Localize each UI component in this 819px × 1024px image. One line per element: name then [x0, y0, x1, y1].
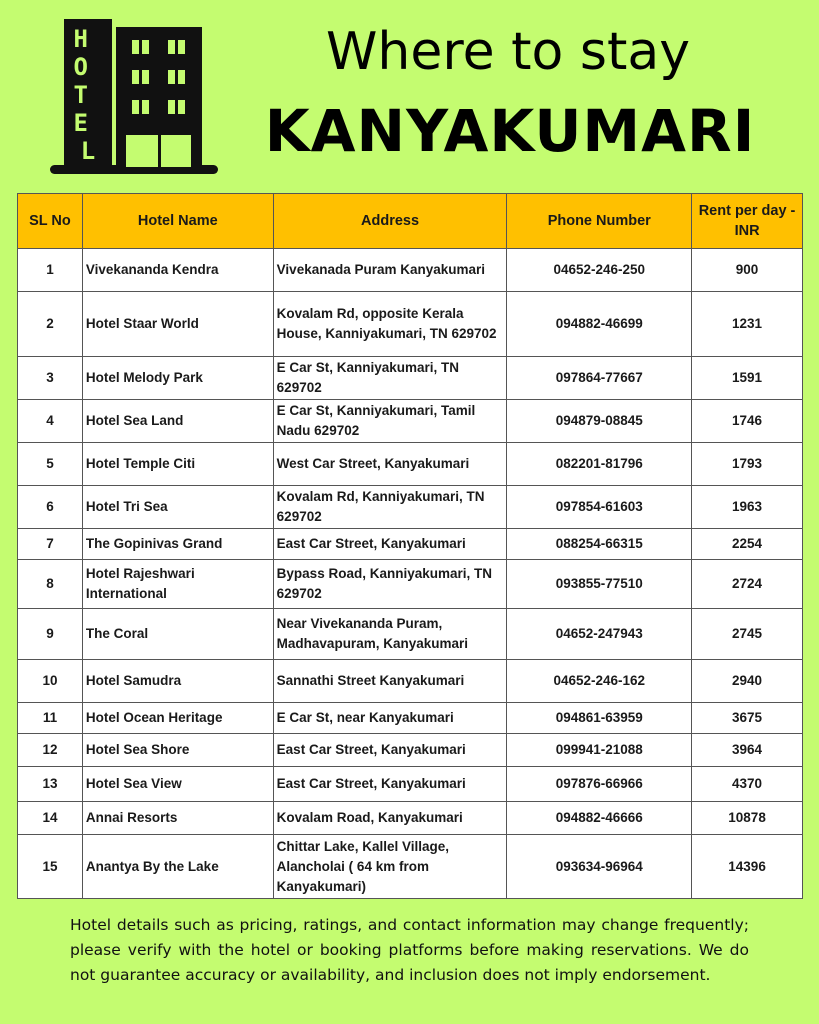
cell-sl-no: 1 — [18, 249, 83, 292]
cell-sl-no: 3 — [18, 357, 83, 400]
cell-rent: 2724 — [692, 560, 803, 609]
cell-phone-number: 04652-247943 — [507, 609, 692, 660]
cell-hotel-name: Hotel Ocean Heritage — [82, 703, 273, 734]
cell-rent: 900 — [692, 249, 803, 292]
cell-address: Kovalam Rd, opposite Kerala House, Kanniyakumari, TN 629702 — [273, 292, 507, 357]
table-row — [18, 560, 803, 609]
table-row — [18, 703, 803, 734]
table-row — [18, 802, 803, 835]
table-row — [18, 734, 803, 767]
cell-sl-no: 6 — [18, 486, 83, 529]
cell-sl-no: 2 — [18, 292, 83, 357]
cell-sl-no: 7 — [18, 529, 83, 560]
cell-sl-no: 12 — [18, 734, 83, 767]
cell-rent: 2940 — [692, 660, 803, 703]
table-header-row — [18, 194, 803, 249]
cell-sl-no: 4 — [18, 400, 83, 443]
disclaimer-text: Hotel details such as pricing, ratings, and contact information may change frequently; please verify with the hotel or booking platforms before making reservations. We do not guarantee accuracy or availability, and inclusion does not imply endorsement. — [70, 916, 749, 984]
cell-rent: 3964 — [692, 734, 803, 767]
cell-rent: 2745 — [692, 609, 803, 660]
hotel-building-icon — [48, 17, 220, 179]
cell-rent: 1231 — [692, 292, 803, 357]
cell-hotel-name: Hotel Staar World — [82, 292, 273, 357]
cell-phone-number: 094882-46666 — [507, 802, 692, 835]
cell-hotel-name: Hotel Melody Park — [82, 357, 273, 400]
page-title-line1: Where to stay — [326, 22, 690, 82]
cell-hotel-name: Hotel Rajeshwari International — [82, 560, 273, 609]
cell-rent: 1746 — [692, 400, 803, 443]
col-header-address: Address — [273, 194, 507, 249]
cell-phone-number: 094879-08845 — [507, 400, 692, 443]
cell-phone-number: 093855-77510 — [507, 560, 692, 609]
col-header-sl-no: SL No — [18, 194, 83, 249]
cell-rent: 4370 — [692, 767, 803, 802]
cell-phone-number: 093634-96964 — [507, 835, 692, 899]
cell-address: Vivekanada Puram Kanyakumari — [273, 249, 507, 292]
cell-address: East Car Street, Kanyakumari — [273, 734, 507, 767]
cell-rent: 2254 — [692, 529, 803, 560]
cell-hotel-name: Annai Resorts — [82, 802, 273, 835]
cell-rent: 14396 — [692, 835, 803, 899]
table-row — [18, 357, 803, 400]
cell-phone-number: 097876-66966 — [507, 767, 692, 802]
col-header-phone-number: Phone Number — [507, 194, 692, 249]
cell-rent: 1591 — [692, 357, 803, 400]
cell-address: Bypass Road, Kanniyakumari, TN 629702 — [273, 560, 507, 609]
cell-address: E Car St, near Kanyakumari — [273, 703, 507, 734]
table-row — [18, 767, 803, 802]
cell-phone-number: 094882-46699 — [507, 292, 692, 357]
cell-hotel-name: Hotel Samudra — [82, 660, 273, 703]
cell-hotel-name: Hotel Temple Citi — [82, 443, 273, 486]
cell-phone-number: 097864-77667 — [507, 357, 692, 400]
cell-phone-number: 097854-61603 — [507, 486, 692, 529]
cell-hotel-name: Vivekananda Kendra — [82, 249, 273, 292]
cell-sl-no: 11 — [18, 703, 83, 734]
table-row — [18, 609, 803, 660]
cell-address: E Car St, Kanniyakumari, TN 629702 — [273, 357, 507, 400]
cell-hotel-name: Hotel Sea Land — [82, 400, 273, 443]
cell-phone-number: 099941-21088 — [507, 734, 692, 767]
cell-address: Near Vivekananda Puram, Madhavapuram, Kanyakumari — [273, 609, 507, 660]
cell-address: Chittar Lake, Kallel Village, Alancholai ( 64 km from Kanyakumari) — [273, 835, 507, 899]
cell-rent: 3675 — [692, 703, 803, 734]
table-row — [18, 529, 803, 560]
cell-address: Kovalam Rd, Kanniyakumari, TN 629702 — [273, 486, 507, 529]
cell-address: East Car Street, Kanyakumari — [273, 529, 507, 560]
cell-address: Sannathi Street Kanyakumari — [273, 660, 507, 703]
col-header-hotel-name: Hotel Name — [82, 194, 273, 249]
cell-phone-number: 04652-246-250 — [507, 249, 692, 292]
cell-sl-no: 9 — [18, 609, 83, 660]
page-title-line2: KANYAKUMARI — [264, 97, 756, 165]
cell-address: E Car St, Kanniyakumari, Tamil Nadu 629702 — [273, 400, 507, 443]
cell-hotel-name: Anantya By the Lake — [82, 835, 273, 899]
svg-text:H O T E L: H O T E L — [73, 25, 96, 165]
table-row — [18, 400, 803, 443]
cell-phone-number: 094861-63959 — [507, 703, 692, 734]
cell-sl-no: 14 — [18, 802, 83, 835]
cell-address: West Car Street, Kanyakumari — [273, 443, 507, 486]
table-row — [18, 292, 803, 357]
cell-sl-no: 15 — [18, 835, 83, 899]
cell-rent: 10878 — [692, 802, 803, 835]
cell-address: East Car Street, Kanyakumari — [273, 767, 507, 802]
cell-phone-number: 082201-81796 — [507, 443, 692, 486]
table-row — [18, 486, 803, 529]
table-row — [18, 835, 803, 899]
cell-phone-number: 04652-246-162 — [507, 660, 692, 703]
cell-phone-number: 088254-66315 — [507, 529, 692, 560]
cell-hotel-name: Hotel Sea View — [82, 767, 273, 802]
table-row — [18, 249, 803, 292]
cell-sl-no: 8 — [18, 560, 83, 609]
cell-rent: 1963 — [692, 486, 803, 529]
cell-hotel-name: Hotel Sea Shore — [82, 734, 273, 767]
cell-hotel-name: The Coral — [82, 609, 273, 660]
cell-sl-no: 5 — [18, 443, 83, 486]
table-row — [18, 443, 803, 486]
col-header-rent: Rent per day - INR — [692, 194, 803, 249]
cell-sl-no: 10 — [18, 660, 83, 703]
cell-hotel-name: The Gopinivas Grand — [82, 529, 273, 560]
cell-sl-no: 13 — [18, 767, 83, 802]
cell-hotel-name: Hotel Tri Sea — [82, 486, 273, 529]
hotels-table — [17, 193, 803, 899]
cell-rent: 1793 — [692, 443, 803, 486]
table-row — [18, 660, 803, 703]
cell-address: Kovalam Road, Kanyakumari — [273, 802, 507, 835]
